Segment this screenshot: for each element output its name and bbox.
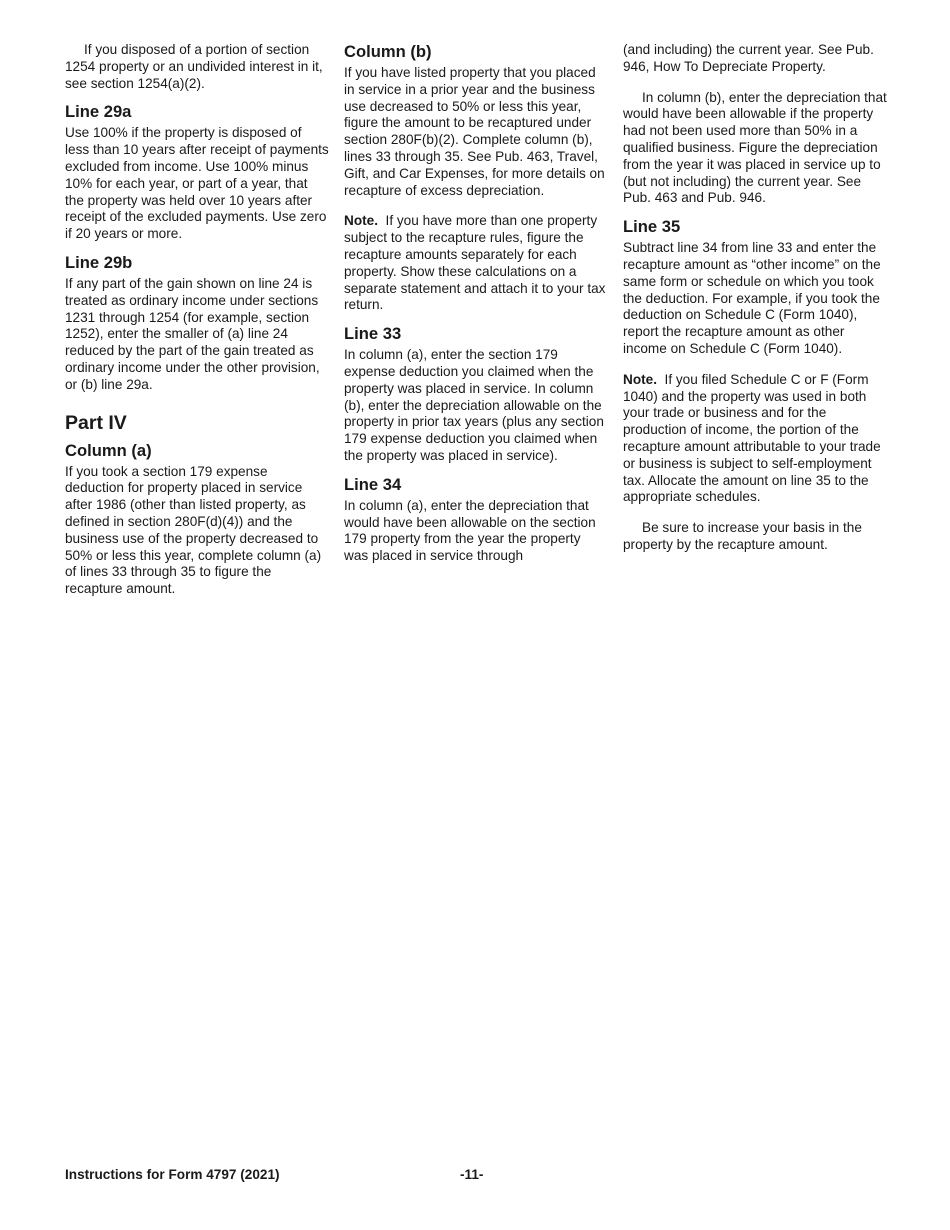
footer-page-number: -11- [460,1167,484,1182]
note-paragraph [344,213,606,314]
line-33-heading: Line 33 [344,324,402,344]
line-35-text: Subtract line 34 from line 33 and enter the recapture amount as “other income” on the same form or schedule on which you took the deduction. For example, if you took the deduction on Schedule C (Form 1040), report the recapture amount as other income on Schedule C (Form 1040). [623,240,881,356]
column-b-heading: Column (b) [344,42,432,61]
note-label: Note. [344,213,378,229]
line-29a-heading: Line 29a [65,102,132,122]
line-34-text: In column (a), enter the depreciation that would have been allowable on the section 179 property from the year the property was placed in service through [344,497,596,564]
column-b-depreciation-text: In column (b), enter the depreciation that would have been allowable if the property had not been used more than 50% in a qualified business. Figure the depreciation from the year it was placed in service up to (but not including) the current year. See Pub. 463 and Pub. 946. [623,89,887,206]
section-1254-paragraph: If you disposed of a portion of section 1254 property or an undivided interest in it, see section 1254(a)(2). [65,42,323,91]
note-paragraph-2 [623,372,887,506]
line-34-continued-text: (and including) the current year. See Pub. 946, How To Depreciate Property. [623,42,874,74]
line-35-heading: Line 35 [623,217,681,237]
column-1 [65,42,329,607]
line-29b-text: If any part of the gain shown on line 24 is treated as ordinary income under sections 1231 through 1254 (for example, section 1252), enter the smaller of (a) line 24 reduced by the part of the gain treated as ordinary income under the other provision, or (b) line 29a. [65,275,320,392]
note-label-2: Note. [623,371,657,387]
line-29a-text: Use 100% if the property is disposed of less than 10 years after receipt of payments excluded from income. Use 100% minus 10% for each year, or part of a year, that the property was held over 10 years after receipt of the excluded payments. Use zero if 20 years or more. [65,125,329,242]
column-2 [344,42,606,574]
column-a-heading: Column (a) [65,440,152,460]
note-text-2: If you filed Schedule C or F (Form 1040) and the property was used in both your trade or business and for the production of income, the portion of the recapture amount attributable to your trade or business is subject to self-employment tax. Allocate the amount on line 35 to the appropriate schedules. [623,371,881,505]
line-29b-heading: Line 29b [65,252,133,272]
basis-text: Be sure to increase your basis in the property by the recapture amount. [623,520,862,552]
column-3 [623,42,887,563]
line-34-heading: Line 34 [344,474,402,494]
part-iv-heading: Part IV [65,411,127,434]
line-33-text: In column (a), enter the section 179 expense deduction you claimed when the property was placed in service. In column (b), enter the depreciation allowable on the property in prior tax years (plus any section 179 expense deduction you claimed when the property was placed in service). [344,347,604,463]
column-a-text: If you took a section 179 expense deduction for property placed in service after 1986 (other than listed property, as defined in section 280F(d)(4)) and the business use of the property decreased to 50% or less this year, complete column (a) of lines 33 through 35 to figure the recapture amount. [65,463,322,597]
footer-form-title: Instructions for Form 4797 (2021) [65,1167,280,1182]
column-b-text: If you have listed property that you placed in service in a prior year and the business use decreased to 50% or less this year, figure the amount to be recaptured under section 280F(b)(2). Complete column (b), lines 33 through 35. See Pub. 463, Travel, Gift, and Car Expenses, for more details on recapture of excess depreciation. [344,65,605,198]
note-text: If you have more than one property subject to the recapture rules, figure the recapture amounts separately for each property. Show these calculations on a separate statement and attach it to your tax return. [344,213,606,313]
